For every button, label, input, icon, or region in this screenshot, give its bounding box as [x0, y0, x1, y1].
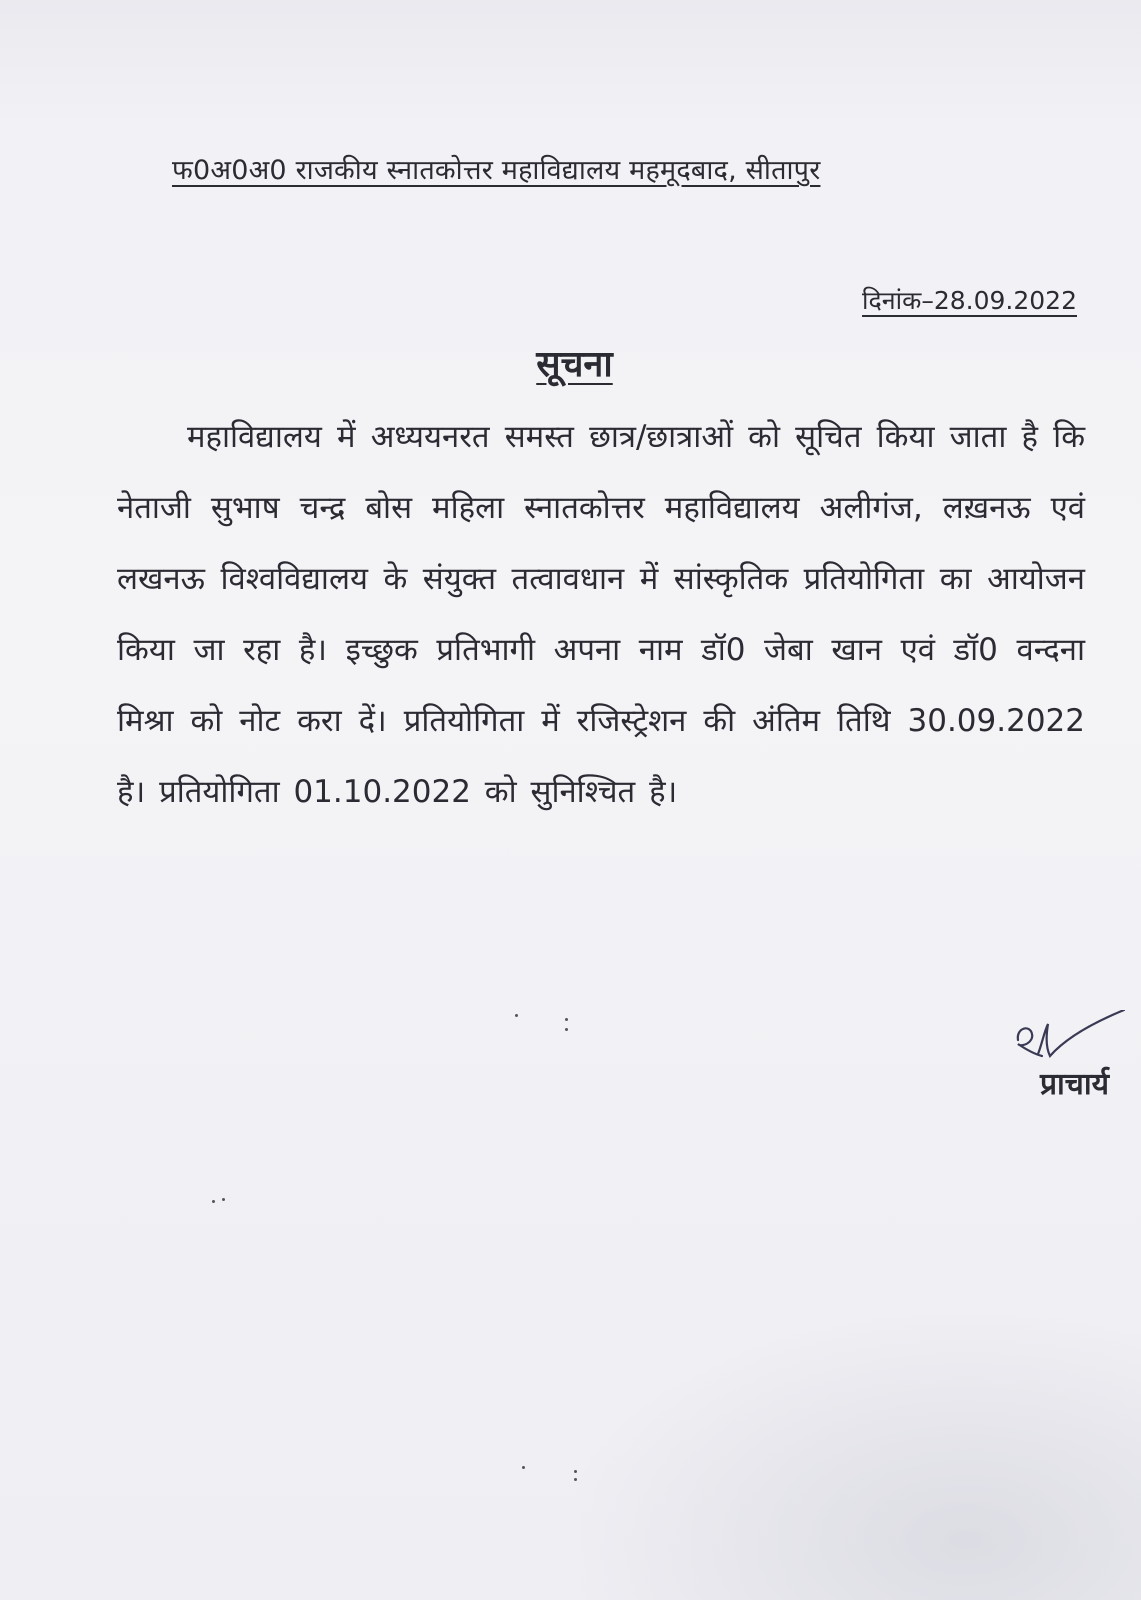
college-name-heading: फ0अ0अ0 राजकीय स्नातकोत्तर महाविद्यालय महमूदबाद, सीतापुर [172, 155, 821, 186]
notice-body-text: महाविद्यालय में अध्ययनरत समस्त छात्र/छात्राओं को सूचित किया जाता है कि नेताजी सुभाष चन्द्र बोस महिला स्नातकोत्तर महाविद्यालय अलीगंज, लख़नऊ एवं लखनऊ विश्वविद्यालय के संयुक्त तत्वावधान में सांस्कृतिक प्रतियोगिता का आयोजन किया जा रहा है। इच्छुक प्रतिभागी अपना नाम डॉ0 जेबा खान एवं डॉ0 वन्दना मिश्रा को नोट करा दें। प्रतियोगिता में रजिस्ट्रेशन की अंतिम तिथि 30.09.2022 है। प्रतियोगिता 01.10.2022 को सुनिश्चित है। [117, 419, 1085, 810]
paper-speck [515, 1014, 518, 1017]
notice-date: दिनांक–28.09.2022 [862, 286, 1077, 315]
paper-speck [522, 1466, 525, 1469]
paper-speck [565, 1018, 568, 1021]
paper-shading-bottom [560, 1300, 1141, 1600]
paper-speck [565, 1028, 568, 1031]
paper-shading-top [0, 0, 1141, 120]
paper-speck [574, 1478, 577, 1481]
paper-speck [212, 1200, 215, 1203]
paper-speck [222, 1198, 225, 1201]
notice-title: सूचना [536, 344, 613, 385]
paper-speck [574, 1470, 577, 1473]
principal-designation: प्राचार्य [1039, 1067, 1109, 1102]
